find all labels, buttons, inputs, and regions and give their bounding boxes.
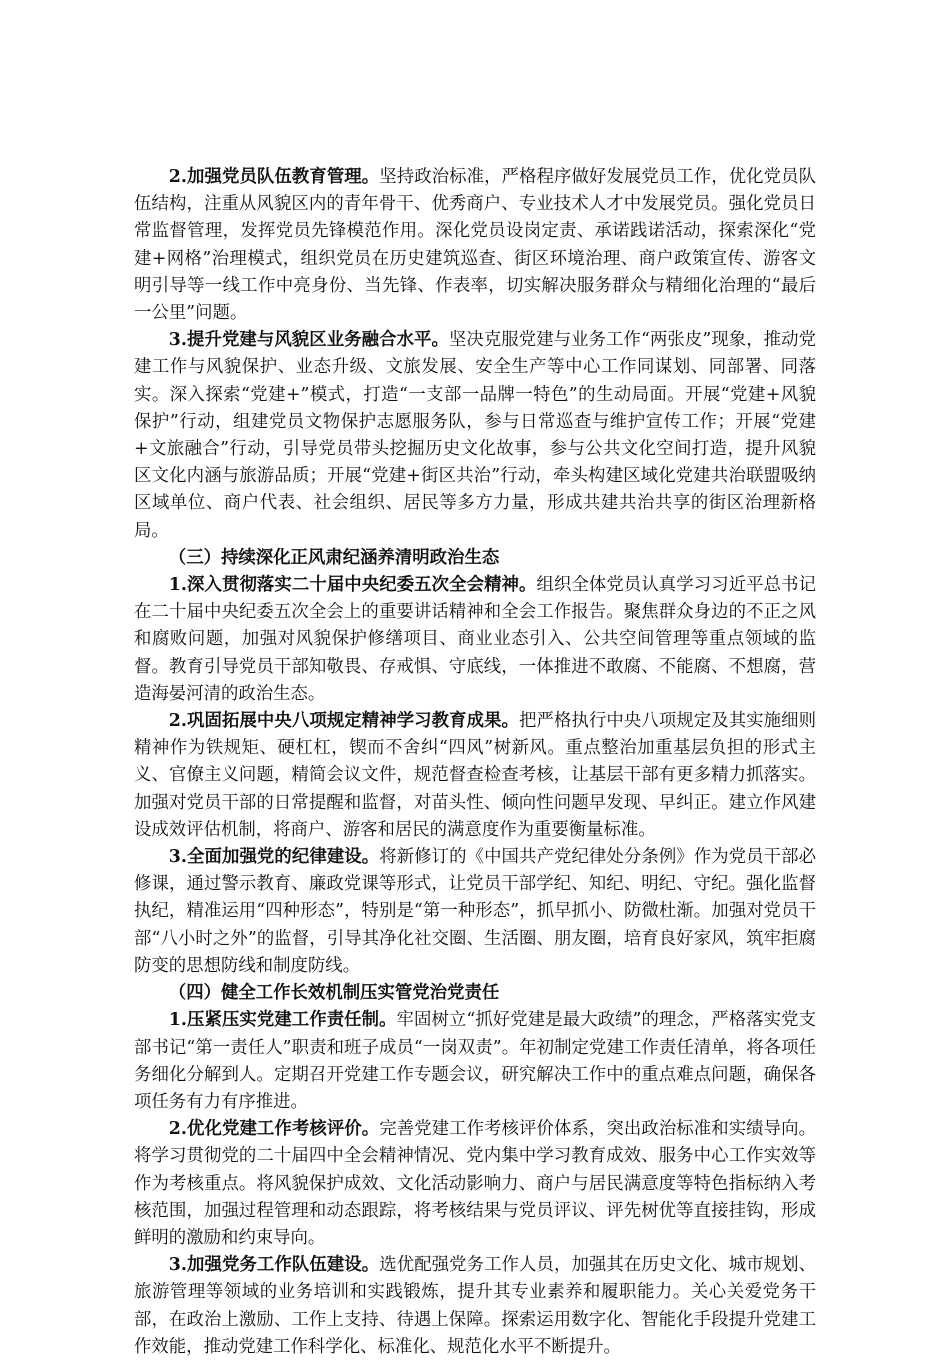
paragraph-text: 将新修订的《中国共产党纪律处分条例》作为党员干部必修课，通过警示教育、廉政党课等形式，让党员干部学纪、知纪、明纪、守纪。强化监督执纪，精准运用“四种形态”，特别是“第一种形态”，抓早抓小、防微杜渐。加强对党员干部“八小时之外”的监督，引导其净化社交圈、生活圈、朋友圈，培育良好家风，筑牢拒腐防变的思想防线和制度防线。	[134, 847, 816, 976]
paragraph	[134, 1007, 816, 1116]
paragraph-text: 牢固树立“抓好党建是最大政绩”的理念，严格落实党支部书记“第一责任人”职责和班子成员“一岗双责”。年初制定党建工作责任清单，将各项任务细化分解到人。定期召开党建工作专题会议，研究解决工作中的重点难点问题，确保各项任务有力有序推进。	[134, 1010, 816, 1112]
paragraph-text: 坚持政治标准，严格程序做好发展党员工作，优化党员队伍结构，注重从风貌区内的青年骨干、优秀商户、专业技术人才中发展党员。强化党员日常监督管理，发挥党员先锋模范作用。深化党员设岗定责、承诺践诺活动，探索深化“党建+网格”治理模式，组织党员在历史建筑巡查、街区环境治理、商户政策宣传、游客文明引导等一线工作中亮身份、当先锋、作表率，切实解决服务群众与精细化治理的“最后一公里”问题。	[134, 167, 816, 324]
section-heading: （三）持续深化正风肃纪涵养清明政治生态	[168, 547, 500, 568]
paragraph	[134, 327, 816, 545]
paragraph	[134, 572, 816, 708]
paragraph	[134, 164, 816, 327]
paragraph-text: 完善党建工作考核评价体系，突出政治标准和实绩导向。将学习贯彻党的二十届四中全会精神情况、党内集中学习教育成效、服务中心工作实效等作为考核重点。将风貌保护成效、文化活动影响力、商户与居民满意度等特色指标纳入考核范围，加强过程管理和动态跟踪，将考核结果与党员评议、评先树优等直接挂钩，形成鲜明的激励和约束导向。	[134, 1119, 816, 1248]
paragraph-lead: 1.深入贯彻落实二十届中央纪委五次全会精神。	[168, 575, 537, 596]
paragraph	[134, 1252, 816, 1361]
paragraph-lead: 2.加强党员队伍教育管理。	[168, 167, 380, 187]
paragraph-lead: 2.巩固拓展中央八项规定精神学习教育成果。	[168, 711, 520, 732]
paragraph-text: 坚决克服党建与业务工作“两张皮”现象，推动党建工作与风貌保护、业态升级、文旅发展、安全生产等中心工作同谋划、同部署、同落实。深入探索“党建+”模式，打造“一支部一品牌一特色”的生动局面。开展“党建+风貌保护”行动，组建党员文物保护志愿服务队，参与日常巡查与维护宣传工作；开展“党建+文旅融合”行动，引导党员带头挖掘历史文化故事，参与公共文化空间打造，提升风貌区文化内涵与旅游品质；开展“党建+街区共治”行动，牵头构建区域化党建共治联盟吸纳区域单位、商户代表、社会组织、居民等多方力量，形成共建共治共享的街区治理新格局。	[134, 330, 816, 541]
document-body	[134, 164, 816, 1361]
paragraph	[134, 708, 816, 844]
paragraph-lead: 2.优化党建工作考核评价。	[168, 1119, 380, 1140]
section-heading: （四）健全工作长效机制压实管党治党责任	[168, 983, 500, 1004]
paragraph-lead: 3.提升党建与风貌区业务融合水平。	[168, 330, 449, 351]
paragraph-text: 组织全体党员认真学习习近平总书记在二十届中央纪委五次全会上的重要讲话精神和全会工作报告。聚焦群众身边的不正之风和腐败问题，加强对风貌保护修缮项目、商业业态引入、公共空间管理等重点领域的监督。教育引导党员干部知敬畏、存戒惧、守底线，一体推进不敢腐、不能腐、不想腐，营造海晏河清的政治生态。	[134, 575, 816, 704]
paragraph-lead: 3.加强党务工作队伍建设。	[168, 1255, 380, 1276]
paragraph-text: 选优配强党务工作人员，加强其在历史文化、城市规划、旅游管理等领域的业务培训和实践锻炼，提升其专业素养和履职能力。关心关爱党务干部，在政治上激励、工作上支持、待遇上保障。探索运用数字化、智能化手段提升党建工作效能，推动党建工作科学化、标准化、规范化水平不断提升。	[134, 1255, 816, 1357]
paragraph	[134, 844, 816, 980]
paragraph-lead: 3.全面加强党的纪律建设。	[168, 847, 380, 868]
paragraph-text: 把严格执行中央八项规定及其实施细则精神作为铁规矩、硬杠杠，锲而不舍纠“四风”树新风。重点整治加重基层负担的形式主义、官僚主义问题，精简会议文件，规范督查检查考核，让基层干部有更多精力抓落实。加强对党员干部的日常提醒和监督，对苗头性、倾向性问题早发现、早纠正。建立作风建设成效评估机制，将商户、游客和居民的满意度作为重要衡量标准。	[134, 711, 816, 840]
paragraph	[134, 1116, 816, 1252]
paragraph-lead: 1.压紧压实党建工作责任制。	[168, 1010, 397, 1031]
